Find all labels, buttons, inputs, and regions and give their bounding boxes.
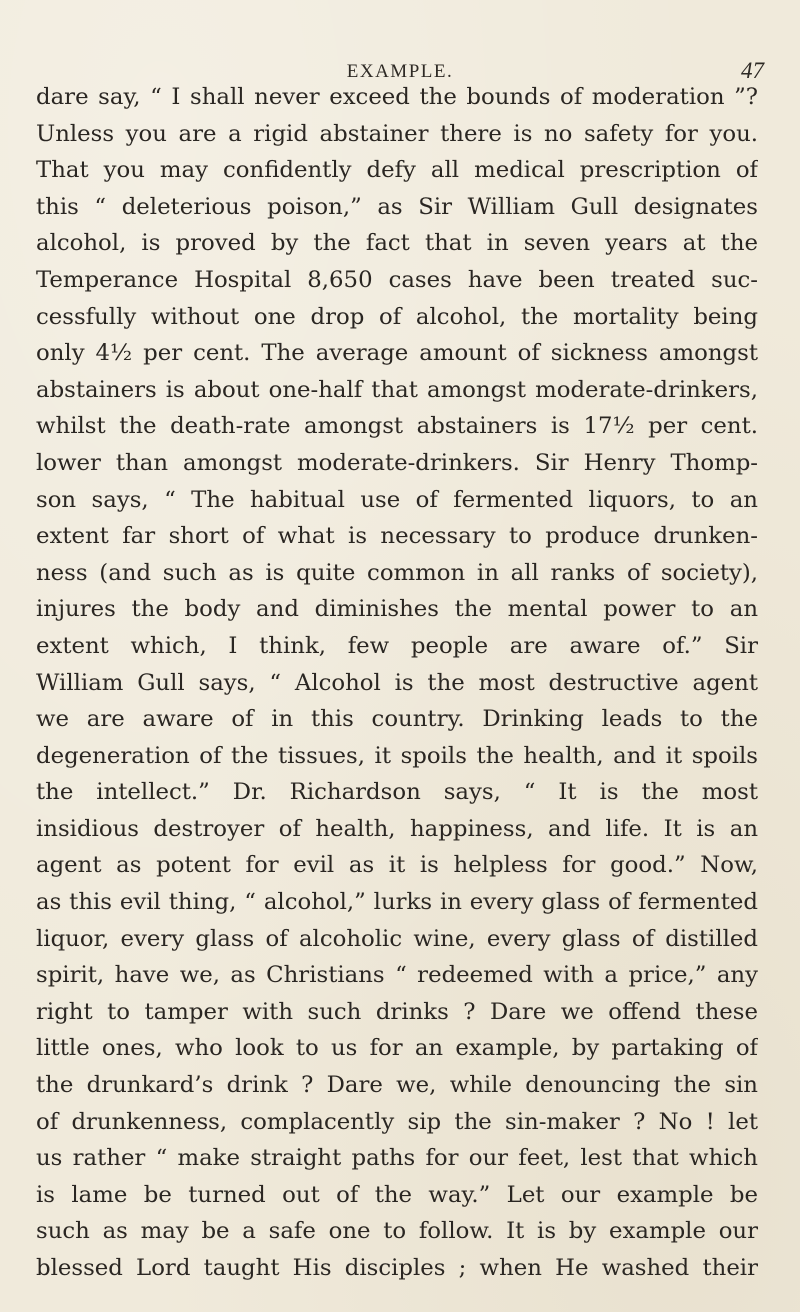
text-line: right to tamper with such drinks ? Dare we offend these	[36, 998, 758, 1025]
text-line: is lame be turned out of the way.” Let our example be	[36, 1181, 758, 1208]
text-line: us rather “ make straight paths for our feet, lest that which	[36, 1145, 758, 1172]
text-line: insidious destroyer of health, happiness, and life. It is an	[36, 815, 758, 842]
text-line: only 4½ per cent. The average amount of sickness amongst	[36, 340, 758, 367]
page-number: 47	[741, 58, 764, 83]
body-text	[36, 79, 758, 1287]
text-line: little ones, who look to us for an example, by partaking of	[36, 1035, 758, 1062]
text-line: liquor, every glass of alcoholic wine, every glass of distilled	[36, 925, 758, 952]
text-line: dare say, “ I shall never exceed the bounds of moderation ”?	[36, 84, 758, 110]
text-line: the drunkard’s drink ? Dare we, while denouncing the sin	[36, 1072, 758, 1099]
text-line: agent as potent for evil as it is helpless for good.” Now,	[36, 852, 758, 879]
running-head-title: EXAMPLE.	[346, 61, 454, 82]
text-line: whilst the death-rate amongst abstainers is 17½ per cent.	[36, 413, 758, 440]
text-line: extent far short of what is necessary to produce drunken-	[36, 523, 758, 550]
text-line: That you may confidently defy all medical prescription of	[36, 157, 758, 184]
text-line: blessed Lord taught His disciples ; when He washed their	[36, 1255, 758, 1281]
text-line: ness (and such as is quite common in all ranks of society),	[36, 559, 758, 586]
text-line: degeneration of the tissues, it spoils the health, and it spoils	[36, 742, 758, 769]
text-line: cessfully without one drop of alcohol, the mortality being	[36, 303, 758, 330]
text-line: Temperance Hospital 8,650 cases have been treated suc-	[36, 266, 758, 293]
text-line: this “ deleterious poison,” as Sir William Gull designates	[36, 193, 758, 220]
text-line: the intellect.” Dr. Richardson says, “ It is the most	[36, 779, 758, 806]
text-line: Unless you are a rigid abstainer there is no safety for you.	[36, 120, 758, 147]
text-line: such as may be a safe one to follow. It is by example our	[36, 1218, 758, 1245]
text-line: injures the body and diminishes the mental power to an	[36, 596, 758, 623]
text-line: William Gull says, “ Alcohol is the most destructive agent	[36, 669, 758, 696]
text-line: alcohol, is proved by the fact that in seven years at the	[36, 230, 758, 257]
text-line: abstainers is about one-half that amongst moderate-drinkers,	[36, 376, 758, 403]
text-line: son says, “ The habitual use of fermented liquors, to an	[36, 486, 758, 513]
text-line: lower than amongst moderate-drinkers. Sir Henry Thomp-	[36, 449, 758, 476]
text-line: spirit, have we, as Christians “ redeemed with a price,” any	[36, 962, 758, 989]
text-line: of drunkenness, complacently sip the sin-maker ? No ! let	[36, 1108, 758, 1135]
text-line: extent which, I think, few people are aware of.” Sir	[36, 632, 758, 659]
text-line: as this evil thing, “ alcohol,” lurks in every glass of fermented	[36, 889, 758, 916]
text-line: we are aware of in this country. Drinking leads to the	[36, 706, 758, 733]
